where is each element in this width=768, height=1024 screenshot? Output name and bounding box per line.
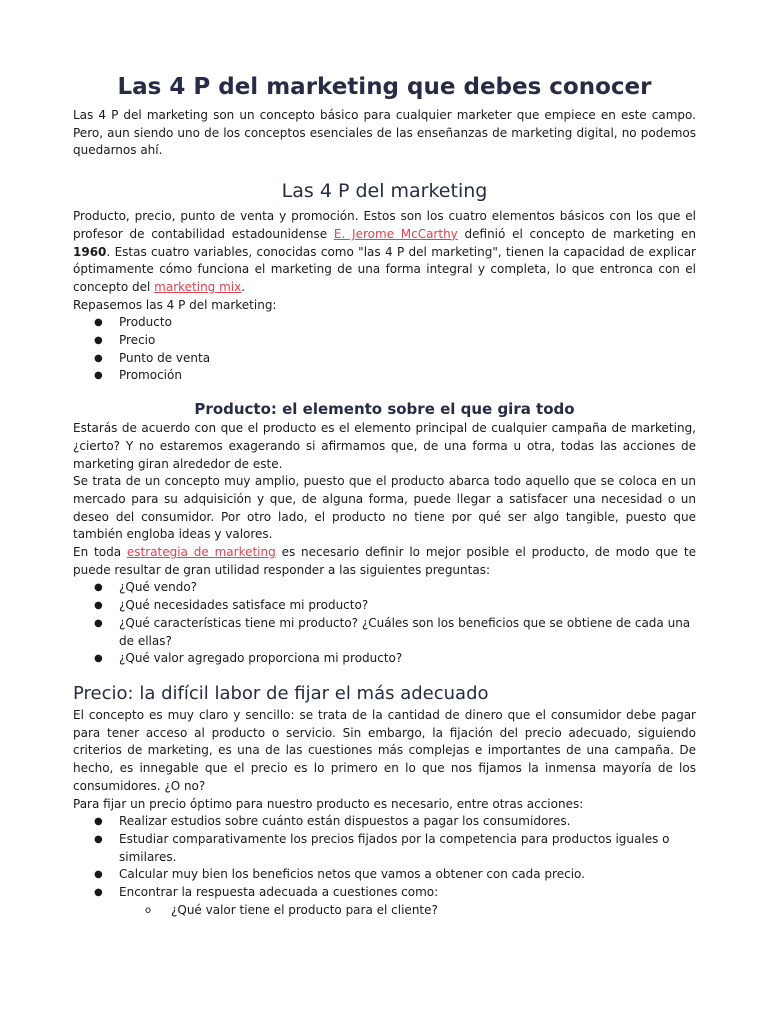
section-heading-precio: Precio: la difícil labor de fijar el más adecuado: [73, 682, 489, 704]
bullet-icon: ●: [94, 317, 103, 329]
bullet-icon: ●: [94, 833, 103, 845]
list-item: ● Promoción: [73, 367, 696, 385]
list-item: ● ¿Qué vendo?: [73, 579, 696, 597]
list-item: ● Encontrar la respuesta adecuada a cuestiones como:: [73, 884, 696, 902]
list-item: ● Punto de venta: [73, 350, 696, 368]
bullet-icon: ●: [94, 617, 103, 629]
four-p-list: [73, 314, 696, 385]
list-item: ● Precio: [73, 332, 696, 350]
bullet-icon: ●: [94, 352, 103, 364]
section1-paragraph: Producto, precio, punto de venta y promoción. Estos son los cuatro elementos básicos con los que el profesor de contabilidad estadounidense E. Jerome McCarthy definió el concepto de marketing en 1960. Estas cuatro variables, conocidas como "las 4 P del marketing", tienen la capacidad de explicar óptimamente cómo funciona el marketing de una forma integral y completa, lo que entronca con el concepto del marketing mix.: [73, 209, 697, 294]
link-estrategia-marketing[interactable]: estrategia de marketing: [126, 545, 276, 560]
list-item: ● ¿Qué necesidades satisface mi producto?: [73, 597, 696, 615]
sub-list-item: o ¿Qué valor tiene el producto para el cliente?: [73, 902, 696, 920]
bullet-icon: ●: [94, 887, 103, 899]
link-marketing-mix[interactable]: marketing mix: [154, 279, 242, 294]
bullet-icon: ●: [94, 600, 103, 612]
bullet-icon: ●: [94, 370, 103, 382]
section2-paragraph-1: Estarás de acuerdo con que el producto es el elemento principal de cualquier campaña de marketing, ¿cierto? Y no estaremos exagerando si afirmamos que, de una forma u otra, todas las acciones de marketing giran alrededor de este.: [73, 421, 696, 471]
section-heading-4p: Las 4 P del marketing: [281, 180, 488, 203]
bullet-icon: ●: [94, 653, 103, 665]
circle-bullet-icon: o: [145, 904, 152, 916]
list-item: ● ¿Qué valor agregado proporciona mi producto?: [73, 650, 696, 668]
bullet-icon: ●: [94, 335, 103, 347]
producto-questions-list: [73, 579, 696, 668]
section3-paragraph-1: El concepto es muy claro y sencillo: se trata de la cantidad de dinero que el consumidor debe pagar para tener acceso al producto o servicio. Sin embargo, la fijación del precio adecuado, siguiendo criterios de marketing, es una de las cuestiones más complejas e importantes de una campaña. De hecho, es innegable que el precio es lo primero en lo que nos fijamos la inmensa mayoría de los consumidores. ¿O no?: [73, 707, 696, 793]
bullet-icon: ●: [94, 582, 103, 594]
bullet-icon: ●: [94, 869, 103, 881]
list-item: ● Realizar estudios sobre cuánto están dispuestos a pagar los consumidores.: [73, 813, 696, 831]
section-heading-producto: Producto: el elemento sobre el que gira todo: [194, 400, 575, 419]
list-item: ● Producto: [73, 314, 696, 332]
bullet-icon: ●: [94, 816, 103, 828]
list-item: ● ¿Qué características tiene mi producto? ¿Cuáles son los beneficios que se obtiene de cada una de ellas?: [94, 615, 691, 648]
page-title: Las 4 P del marketing que debes conocer: [117, 74, 652, 100]
section2-paragraph-2: Se trata de un concepto muy amplio, puesto que el producto abarca todo aquello que se coloca en un mercado para su adquisición y que, de alguna forma, puede llegar a satisfacer una necesidad o un deseo del consumidor. Por otro lado, el producto no tiene por qué ser algo tangible, puesto que también engloba ideas y valores.: [73, 474, 696, 542]
section3-paragraph-2: Para fijar un precio óptimo para nuestro producto es necesario, entre otras acciones:: [73, 796, 584, 811]
section2-paragraph-3: En toda estrategia de marketing es necesario definir lo mejor posible el producto, de modo que te puede resultar de gran utilidad responder a las siguientes preguntas:: [73, 545, 696, 577]
section1-lead: Repasemos las 4 P del marketing:: [73, 297, 277, 312]
precio-actions-list: [73, 813, 696, 919]
list-item: ● Estudiar comparativamente los precios fijados por la competencia para productos iguales o similares.: [94, 831, 670, 864]
intro-paragraph: Las 4 P del marketing son un concepto básico para cualquier marketer que empiece en este campo. Pero, aun siendo uno de los conceptos esenciales de las enseñanzas de marketing digital, no podemos quedarnos ahí.: [73, 108, 696, 158]
list-item: ● Calcular muy bien los beneficios netos que vamos a obtener con cada precio.: [73, 866, 696, 884]
link-jerome-mccarthy[interactable]: E. Jerome McCarthy: [333, 226, 458, 241]
